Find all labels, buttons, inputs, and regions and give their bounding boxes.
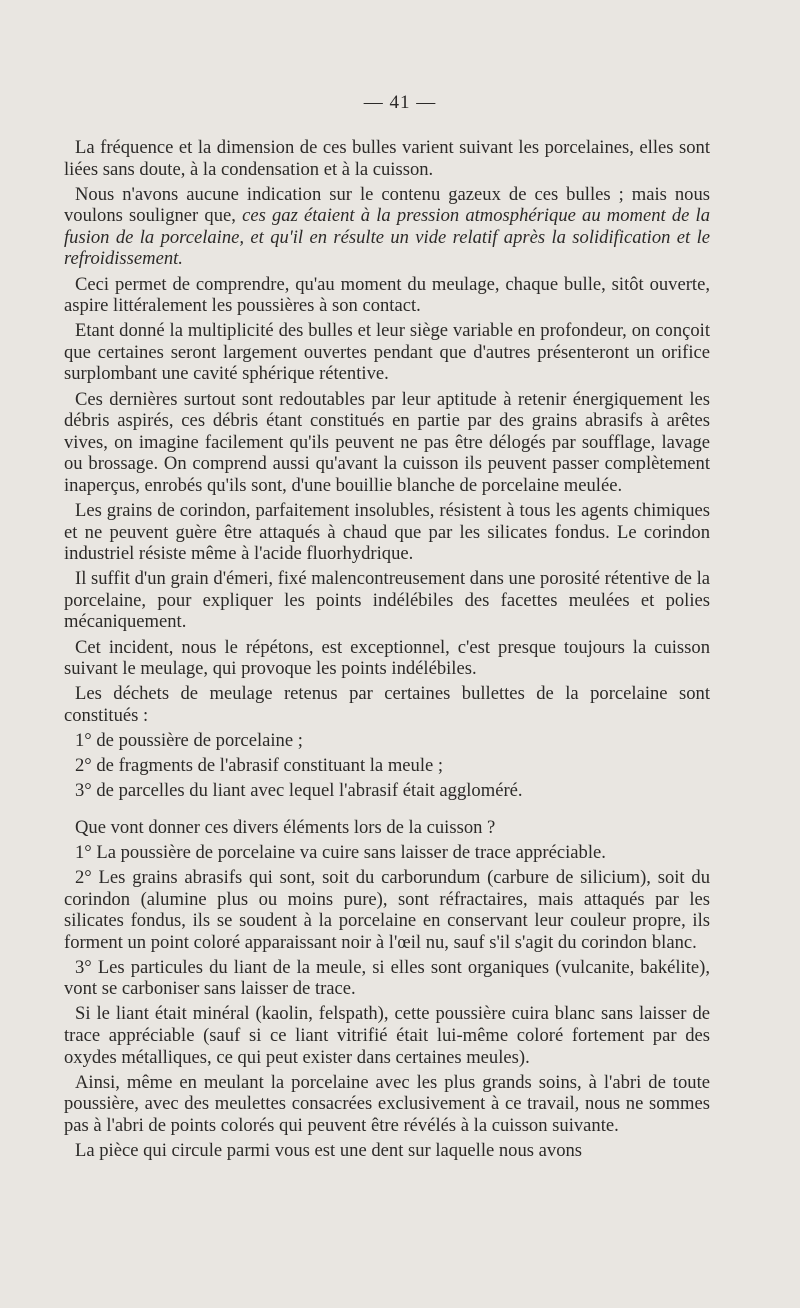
body-text [64, 137, 710, 1165]
paragraph: Cet incident, nous le répétons, est exceptionnel, c'est presque toujours la cuisson suivant le meulage, qui provoque les points indélébiles. [64, 636, 710, 680]
list-item: 3° de parcelles du liant avec lequel l'abrasif était aggloméré. [75, 780, 523, 802]
paragraph: 2° Les grains abrasifs qui sont, soit du carborundum (carbure de silicium), soit du corindon (alumine plus ou moins pure), sont réfractaires, mais attaqués par les silicates fondus, ils se soudent à la porcelaine en conservant leur couleur propre, ils forment un point coloré apparaissant noir à l'œil nu, sauf s'il s'agit du corindon blanc. [64, 866, 710, 953]
paragraph [64, 184, 710, 270]
paragraph: Etant donné la multiplicité des bulles et leur siège variable en profondeur, on conçoit que certaines seront largement ouvertes pendant que d'autres présenteront un orifice surplombant une cavité sphérique rétentive. [64, 320, 710, 385]
paragraph: Ces dernières surtout sont redoutables par leur aptitude à retenir énergiquement les débris aspirés, ces débris étant constitués en partie par des grains abrasifs à arêtes vives, on imagine facilement qu'ils peuvent ne pas être délogés par soufflage, lavage ou brossage. On comprend aussi qu'avant la cuisson ils peuvent passer complètement inaperçus, enrobés qu'ils sont, d'une bouillie blanche de porcelaine meulée. [64, 388, 710, 496]
paragraph: Si le liant était minéral (kaolin, felspath), cette poussière cuira blanc sans laisser de trace appréciable (sauf si ce liant vitrifié était lui-même coloré fortement par des oxydes métalliques, ce qui peut exister dans certaines meules). [64, 1003, 710, 1068]
paragraph: Les grains de corindon, parfaitement insolubles, résistent à tous les agents chimiques et ne peuvent guère être attaqués à chaud que par les silicates fondus. Le corindon industriel résiste même à l'acide fluorhydrique. [64, 500, 710, 565]
list-item: 1° de poussière de porcelaine ; [75, 729, 303, 751]
paragraph: Ceci permet de comprendre, qu'au moment du meulage, chaque bulle, sitôt ouverte, aspire littéralement les poussières à son contact. [64, 273, 710, 317]
paragraph: La fréquence et la dimension de ces bulles varient suivant les porcelaines, elles sont liées sans doute, à la condensation et à la cuisson. [64, 137, 710, 180]
paragraph: 3° Les particules du liant de la meule, si elles sont organiques (vulcanite, bakélite), vont se carboniser sans laisser de trace. [64, 956, 710, 1000]
paragraph: 1° La poussière de porcelaine va cuire sans laisser de trace appréciable. [75, 841, 606, 863]
paragraph-text: Nous n'avons aucune indication sur le contenu gazeux de ces bulles ; mais nous voulons souligner que, [64, 183, 710, 227]
list-item: 2° de fragments de l'abrasif constituant la meule ; [75, 755, 444, 777]
paragraph: La pièce qui circule parmi vous est une dent sur laquelle nous avons [75, 1140, 583, 1162]
paragraph: Les déchets de meulage retenus par certaines bullettes de la porcelaine sont constitués : [64, 683, 710, 726]
paragraph: Ainsi, même en meulant la porcelaine avec les plus grands soins, à l'abri de toute poussière, avec des meulettes consacrées exclusivement à ce travail, nous ne sommes pas à l'abri de points colorés qui peuvent être révélés à la cuisson suivante. [64, 1071, 710, 1136]
paragraph: Il suffit d'un grain d'émeri, fixé malencontreusement dans une porosité rétentive de la porcelaine, pour expliquer les points indélébiles des facettes meulées et polies mécaniquement. [64, 568, 710, 633]
paragraph: Que vont donner ces divers éléments lors de la cuisson ? [75, 816, 496, 838]
italic-emphasis: ces gaz étaient à la pression atmosphérique au moment de la fusion de la porcelaine, et qu'il en résulte un vide relatif après la solidification et le refroidissement. [64, 205, 711, 270]
page-number: — 41 — [363, 92, 437, 113]
